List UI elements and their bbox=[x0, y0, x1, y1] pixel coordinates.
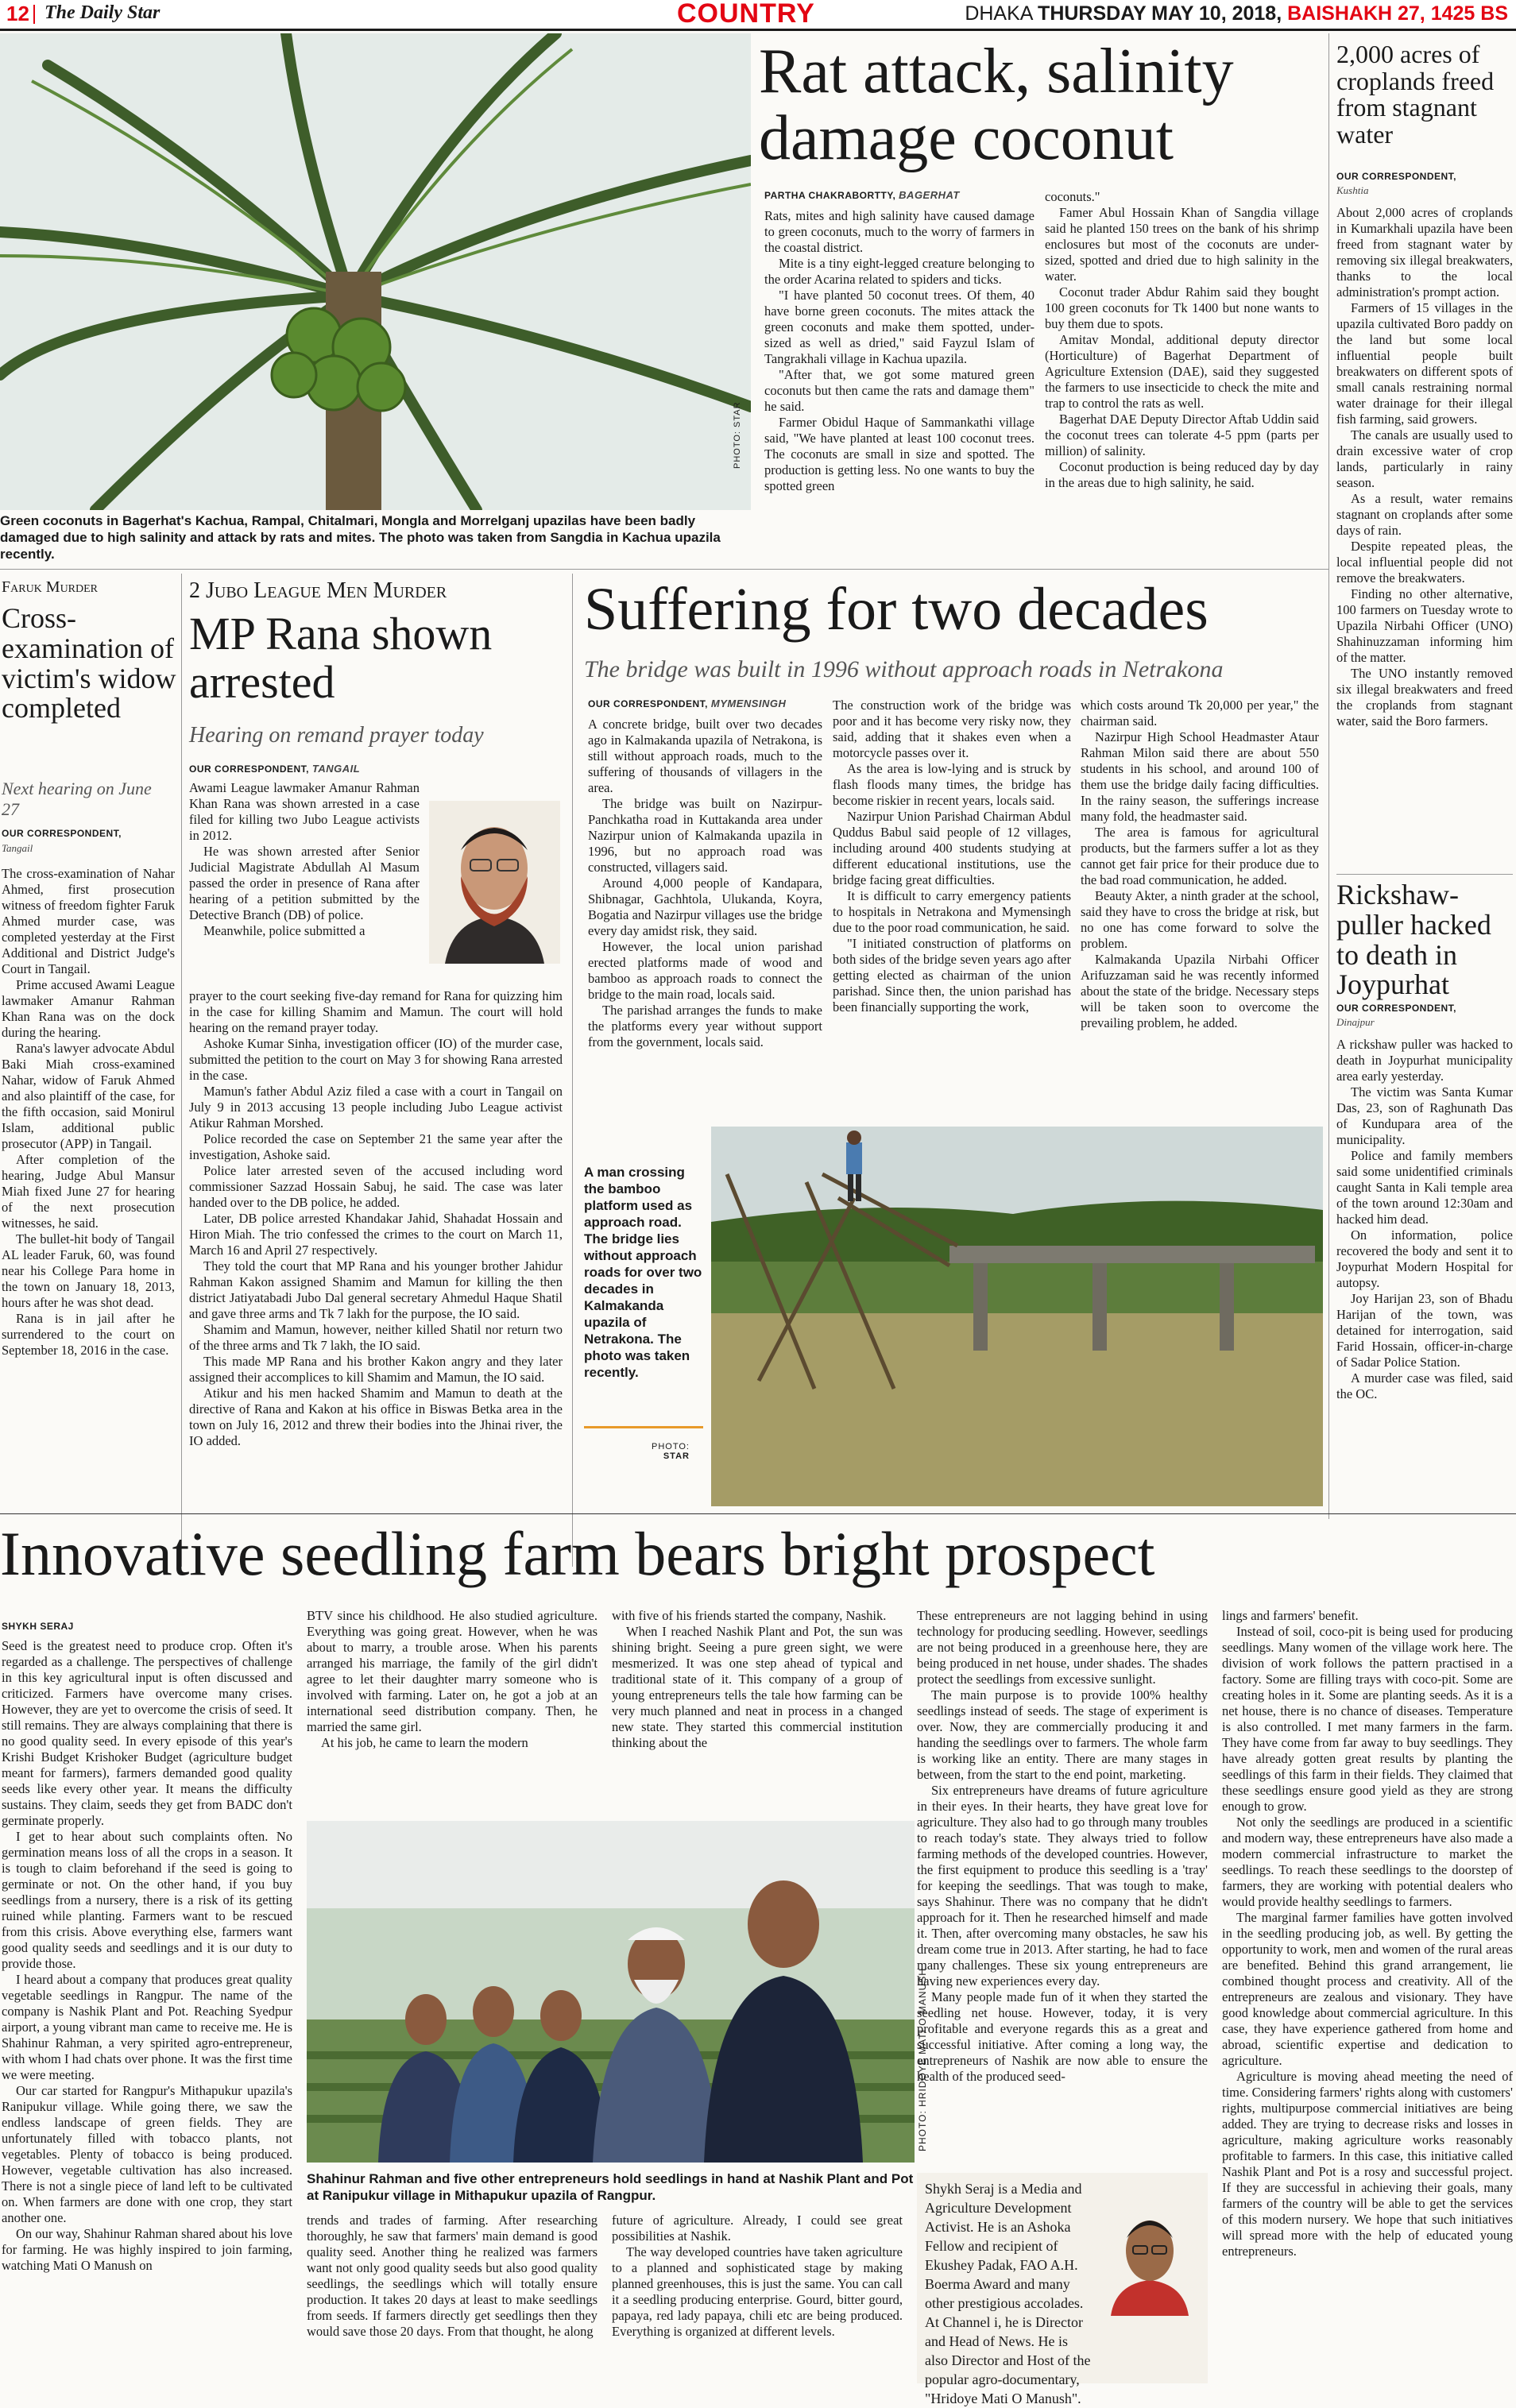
seedling-photo-credit: PHOTO: HRIDOYE MATI O MANUSH bbox=[917, 1968, 928, 2151]
bridge-paragraph: A concrete bridge, built over two decades ago in Kalmakanda upazila of Netrakona, is still without approach roads, much to the suffering of thousands of villagers in the area. bbox=[588, 717, 822, 795]
faruk-deck: Next hearing on June 27 bbox=[2, 779, 152, 819]
croplands-dateline: Kushtia bbox=[1336, 184, 1369, 196]
croplands-paragraph: Despite repeated pleas, the local influential people did not remove the breakwaters. bbox=[1336, 539, 1513, 586]
page-number: 12 bbox=[6, 2, 29, 25]
rickshaw-dateline: Dinajpur bbox=[1336, 1016, 1375, 1028]
seedling-paragraph: These entrepreneurs are not lagging behind in using technology for producing seedling. However, seedlings are not being produced in a greenhouse here, they are being produced in net house, under shades. The shades protect the seedlings from excessive sunlight. bbox=[917, 1608, 1208, 1687]
bridge-deck: The bridge was built in 1996 without approach roads in Netrakona bbox=[584, 656, 1224, 682]
rickshaw-paragraph: A rickshaw puller was hacked to death in Joypurhat municipality area early yesterday. bbox=[1336, 1037, 1513, 1084]
rickshaw-paragraph: On information, police recovered the body and sent it to Joypurhat Modern Hospital for autopsy. bbox=[1336, 1227, 1513, 1290]
seedling-paragraph: Not only the seedlings are produced in a scientific and modern way, these entrepreneurs have also made a modern commercial infrastructure to market the seedlings. To reach these seedlings to the doorstep of farmers, they are working with potential dealers who would provide healthy seedlings to farmers. bbox=[1222, 1815, 1513, 1909]
seedling-paragraph: future of agriculture. Already, I could see great possibilities at Nashik. bbox=[612, 2213, 903, 2244]
rana-paragraph: Awami League lawmaker Amanur Rahman Khan Rana was shown arrested in a case filed for killing two Jubo League activists in 2012. bbox=[189, 780, 420, 843]
bridge-photo-caption: A man crossing the bamboo platform used as approach road. The bridge lies without approach roads for over two decades in Kalmakanda upazila of Netrakona. The photo was taken recently. bbox=[584, 1165, 702, 1380]
coconut-byline bbox=[764, 189, 960, 201]
caption-rule bbox=[584, 1426, 703, 1428]
bridge-headline: Suffering for two decades bbox=[584, 576, 1209, 643]
section-divider bbox=[0, 1513, 1516, 1514]
rana-byline-name: OUR CORRESPONDENT, bbox=[189, 763, 310, 775]
bridge-paragraph: Nazirpur Union Parishad Chairman Abdul Quddus Babul said people of 12 villages, including around 400 students studying at different educational institutions, use the bridge facing great difficulties. bbox=[833, 809, 1071, 887]
coconut-paragraph: Bagerhat DAE Deputy Director Aftab Uddin said the coconut trees can tolerate 4-5 ppm (parts per million) of salinity. bbox=[1045, 412, 1319, 458]
seedling-paragraph: I heard about a company that produces great quality vegetable seedlings in Rangpur. The name of the company is Nashik Plant and Pot. Reaching Syedpur airport, a young vibrant man came to receive me. He is Shahinur Rahman, a very spirited agro-entrepreneur, with whom I had chats over phone. It was the first time we were meeting. bbox=[2, 1972, 292, 2082]
seedling-byline: SHYKH SERAJ bbox=[2, 1621, 74, 1632]
seedling-col-3-top bbox=[612, 1608, 903, 1818]
bridge-paragraph: The parishad arranges the funds to make the platforms every year without support from the government, locals said. bbox=[588, 1003, 822, 1049]
seedling-col-1 bbox=[2, 1638, 292, 2388]
rickshaw-paragraph: A murder case was filed, said the OC. bbox=[1336, 1370, 1513, 1401]
coconut-paragraph: Coconut production is being reduced day by day in the areas due to high salinity, he said. bbox=[1045, 459, 1319, 490]
croplands-paragraph: The UNO instantly removed six illegal breakwaters and freed the croplands from stagnant water, said the Boro farmers. bbox=[1336, 666, 1513, 729]
bridge-paragraph: It is difficult to carry emergency patients to hospitals in Netrakona and Mymensingh due to the poor road communication, he said. bbox=[833, 888, 1071, 935]
entrepreneurs-illustration bbox=[307, 1821, 915, 2163]
faruk-kicker: Faruk Murder bbox=[2, 578, 99, 596]
bridge-photo bbox=[711, 1127, 1323, 1506]
rana-paragraph: Police later arrested seven of the accused including word commissioner Sazzad Hossain Sabuj, he said. The case was later handed over to the DB police, he added. bbox=[189, 1163, 563, 1210]
coconut-byline-name: PARTHA CHAKRABORTTY, bbox=[764, 190, 896, 201]
section-title: COUNTRY bbox=[677, 0, 815, 29]
bridge-paragraph: Nazirpur High School Headmaster Ataur Rahman Milon said there are about 550 students in his school, and around 100 of them use the bridge daily facing difficulties. In the rainy season, the sufferings increase many fold, the headmaster said. bbox=[1081, 729, 1319, 824]
rana-body bbox=[189, 988, 563, 1568]
seedling-col-4 bbox=[917, 1608, 1208, 2164]
seedling-col-5 bbox=[1222, 1608, 1513, 2388]
coconut-paragraph: Coconut trader Abdur Rahim said they bought 100 green coconuts for Tk 1400 but none wants to buy them due to spots. bbox=[1045, 284, 1319, 331]
croplands-headline: 2,000 acres of croplands freed from stagnant water bbox=[1336, 40, 1495, 149]
seedling-paragraph: On our way, Shahinur Rahman shared about his love for farming. He was highly inspired to join farming, watching Mati O Manush on bbox=[2, 2226, 292, 2273]
dateline-city: DHAKA bbox=[965, 2, 1033, 25]
bridge-col-3 bbox=[1081, 698, 1319, 1130]
author-bio-text: Shykh Seraj is a Media and Agriculture Development Activist. He is an Ashoka Fellow and recipient of Ekushey Padak, FAO A.H. Boerma Award and many other prestigious accolades. At Channel i, he is Director and Head of News. He is also Director and Host of the popular agro-documentary, "Hridoye Mati O Manush". bbox=[925, 2181, 1091, 2406]
rana-dateline: TANGAIL bbox=[311, 763, 361, 775]
rana-kicker: 2 Jubo League Men Murder bbox=[189, 578, 447, 603]
rana-paragraph: He was shown arrested after Senior Judicial Magistrate Abdullah Al Masum passed the order in presence of Rana after hearing of a petition submitted by the Detective Branch (DB) of police. bbox=[189, 844, 420, 922]
coconut-paragraph: coconuts." bbox=[1045, 189, 1100, 204]
seedling-paragraph: Six entrepreneurs have dreams of future agriculture in their eyes. In their hearts, they have great love for agriculture. They also had to go through many troubles to reach today's state. They always tried to follow farming methods of the developed countries. However, the first equipment to produce this seedling is a 'tray' for keeping the seedlings. That was tough to make, says Shahinur. There was no company that he didn't approach for it. Then he researched himself and made it. Then, after overcoming many obstacles, he saw his dream come true in 2013. After starting, he had to face many challenges. These six young entrepreneurs are having new experiences every day. bbox=[917, 1783, 1208, 1989]
rana-paragraph: Later, DB police arrested Khandakar Jahid, Shahadat Hossain and Hiron Miah. The trio confessed the crimes to the court on March 11, March 16 and April 27 respectively. bbox=[189, 1211, 563, 1258]
coconut-col-1 bbox=[764, 208, 1035, 558]
bridge-photo-credit bbox=[652, 1442, 690, 1461]
page-dateline bbox=[965, 2, 1508, 25]
bridge-dateline: MYMENSINGH bbox=[710, 698, 787, 709]
section-divider bbox=[0, 569, 1328, 570]
rickshaw-byline: OUR CORRESPONDENT, bbox=[1336, 1003, 1457, 1014]
column-rule bbox=[572, 574, 573, 1567]
dateline-date: THURSDAY MAY 10, 2018, bbox=[1038, 2, 1282, 25]
croplands-byline: OUR CORRESPONDENT, bbox=[1336, 171, 1457, 182]
rana-portrait-illustration bbox=[429, 801, 560, 964]
bridge-photo-credit-name: STAR bbox=[663, 1451, 690, 1461]
rickshaw-paragraph: Joy Harijan 23, son of Bhadu Harijan of the town, was detained for interrogation, said Farid Hossain, officer-in-charge of Sadar Police Station. bbox=[1336, 1291, 1513, 1370]
rana-paragraph: Police recorded the case on September 21 the same year after the investigation, Ashoke said. bbox=[189, 1131, 563, 1162]
bridge-paragraph: The bridge was built on Nazirpur-Panchkatha road in Kuttakanda area under Nazirpur union of Kalmakanda upazila in 1996, but no approach road was constructed, villagers said. bbox=[588, 796, 822, 875]
seedling-paragraph: with five of his friends started the company, Nashik. bbox=[612, 1608, 887, 1623]
faruk-paragraph: Rana is in jail after he surrendered to the court on September 18, 2016 in the case. bbox=[2, 1311, 175, 1358]
bridge-col-2 bbox=[833, 698, 1071, 1130]
coconut-paragraph: "I have planted 50 coconut trees. Of them, 40 have borne green coconuts. The mites attack the green coconuts and make them spotted, under-sized as well as dried," said Fayzul Islam of Tangrakhali village in Kachua upazila. bbox=[764, 288, 1035, 366]
bridge-paragraph: Beauty Akter, a ninth grader at the school, said they have to cross the bridge at risk, but no one has come forward to solve the problem. bbox=[1081, 888, 1319, 951]
bridge-paragraph: Kalmakanda Upazila Nirbahi Officer Arifuzzaman said he was recently informed about the state of the bridge. Necessary steps will be taken soon to overcome the prevailing problem, he added. bbox=[1081, 952, 1319, 1030]
rana-paragraph: This made MP Rana and his brother Kakon angry and they later assigned their accomplices to kill Shamim and Mamun, the IO said. bbox=[189, 1354, 563, 1385]
seedling-paragraph: The marginal farmer families have gotten involved in the seedling producing job, as well. By getting the opportunity to work, men and women of the rural areas are benefited. Behind this grand arrangement, lie combined thought process and creativity. All of the entrepreneurs are zealous and visionary. They have good knowledge about commercial agriculture. In this case, they have experience gathered from home and abroad, scientific expertise and dedication to agriculture. bbox=[1222, 1910, 1513, 2068]
dateline-bengali-date: BAISHAKH 27, 1425 BS bbox=[1287, 2, 1508, 25]
croplands-paragraph: About 2,000 acres of croplands in Kumarkhali upazila have been freed from stagnant water by removing six illegal breakwaters, thanks to the local administration's prompt action. bbox=[1336, 205, 1513, 300]
rana-paragraph: Shamim and Mamun, however, neither killed Shatil nor return two of the three arms and Tk 7 lakh, the IO said. bbox=[189, 1322, 563, 1353]
faruk-headline: Cross-examination of victim's widow completed bbox=[2, 602, 176, 725]
column-rule bbox=[181, 574, 182, 1567]
coconut-paragraph: "After that, we got some matured green coconuts but then came the rats and damage them" he said. bbox=[764, 367, 1035, 414]
bridge-photo-credit-label: PHOTO: bbox=[652, 1442, 690, 1451]
page-number-divider bbox=[33, 5, 35, 24]
faruk-paragraph: The bullet-hit body of Tangail AL leader Faruk, 60, was found near his College Para home in the town on January 18, 2013, hours after he was shot dead. bbox=[2, 1231, 175, 1310]
seedling-paragraph: I get to hear about such complaints often. No germination means loss of all the crops in a season. It is tough to claim beforehand if the seed is going to germinate or not. On the other hand, if you buy seedlings from a nursery, there is a risk of its getting ruined while planting. Farmers want to be rescued from this crisis. Above everything else, farmers want good quality seeds and seedlings and it is our duty to provide those. bbox=[2, 1829, 292, 1971]
bridge-paragraph: The area is famous for agricultural products, but the farmers suffer a lot as they cannot get fair price for their produce due to the bad road communication, he added. bbox=[1081, 825, 1319, 887]
seedling-paragraph: Instead of soil, coco-pit is being used for producing seedlings. Many women of the village work here. The division of work follows the pattern practised in a factory. Some are filling trays with coco-pit. Some are creating holes in it. Some are planting seeds. As it is a net house, there is no chance of diseases. Temperature is also controlled. I met many farmers in the farm. They have come from far away to buy seedlings. They have already gotten great results by planting the seedlings of this farm in their fields. They claimed that these seedlings ensure good yield as they are strong enough to grow. bbox=[1222, 1624, 1513, 1814]
coconut-tree-illustration bbox=[0, 33, 751, 510]
rickshaw-paragraph: Police and family members said some unidentified criminals caught Santa in Kali temple area of the town around 12:30am and hacked him dead. bbox=[1336, 1148, 1513, 1227]
faruk-paragraph: After completion of the hearing, Judge Abul Mansur Miah fixed June 27 for hearing of the next prosecution witnesses, he said. bbox=[2, 1152, 175, 1231]
seedling-paragraph: trends and trades of farming. After researching thoroughly, he saw that farmers' main demand is good quality seed. Another thing he realized was farmers want not only good quality seeds but also good quality seedlings, the seedlings which will totally ensure production. It takes 20 days at least to make seedlings from seeds. If farmers directly get seedlings then they would save those 20 days. From that thought, he along bbox=[307, 2213, 598, 2339]
coconut-headline: Rat attack, salinity damage coconut bbox=[759, 37, 1234, 173]
bridge-paragraph: However, the local union parishad erected platforms made of wood and bamboo as approach roads to connect the bridge to the main road, locals said. bbox=[588, 939, 822, 1002]
rana-paragraph: Meanwhile, police submitted a bbox=[203, 923, 365, 938]
seedling-photo-caption: Shahinur Rahman and five other entrepreneurs hold seedlings in hand at Nashik Plant and Pot at Ranipukur village in Mithapukur upazila of Rangpur. bbox=[307, 2171, 914, 2203]
rana-paragraph: Mamun's father Abdul Aziz filed a case with a court in Tangail on July 9 in 2013 accusing 13 people including Jubo League activist Atikur Rahman Morshed. bbox=[189, 1084, 563, 1131]
seedling-paragraph: Agriculture is moving ahead meeting the need of time. Considering farmers' rights along with customers' rights, multipurpose commercial initiatives are being added. They are trying to decrease risks and losses in agriculture, making agriculture works reasonably profitable to farmers. In this case, this initiative called Nashik Plant and Pot is a rosy and successful project. If they are successful in achieving their goals, many farmers of the country will be able to get the services of this modern nursery. We hope that such initiatives will spread more with the help of educated young entrepreneurs. bbox=[1222, 2069, 1513, 2259]
rana-headline: MP Rana shown arrested bbox=[189, 608, 493, 708]
coconut-paragraph: Amitav Mondal, additional deputy director (Horticulture) of Bagerhat Department of Agriculture Extension (DAE), said they suggested the farmers to use insecticide to check the mite and trap to control the rats as well. bbox=[1045, 332, 1319, 411]
bridge-paragraph: The construction work of the bridge was poor and it has become very risky now, they said, adding that it shakes even when a motorcycle passes over it. bbox=[833, 698, 1071, 760]
seedling-paragraph: Many people made fun of it when they started the seedling net house. However, today, it is very profitable and everyone regards this as a great and successful initiative. After coming a long way, the entrepreneurs of Nashik are now able to ensure the health of the produced seed- bbox=[917, 1989, 1208, 2084]
rana-paragraph: Ashoke Kumar Sinha, investigation officer (IO) of the murder case, submitted the petition to the court on May 3 for showing Rana arrested in the case. bbox=[189, 1036, 563, 1083]
bridge-illustration bbox=[711, 1127, 1323, 1506]
seedling-col-3-bottom bbox=[612, 2213, 903, 2388]
rickshaw-paragraph: The victim was Santa Kumar Das, 23, son of Raghunath Das of Kundupara area of the municipality. bbox=[1336, 1084, 1513, 1147]
author-portrait bbox=[1103, 2205, 1197, 2316]
seedling-photo bbox=[307, 1821, 915, 2163]
rana-intro bbox=[189, 780, 420, 988]
rana-deck: Hearing on remand prayer today bbox=[189, 723, 484, 748]
croplands-paragraph: Farmers of 15 villages in the upazila cultivated Boro paddy on the land but some local influential people built breakwaters on different spots of small canals restraining normal water drainage for their illegal fish farming, said growers. bbox=[1336, 300, 1513, 427]
rana-paragraph: They told the court that MP Rana and his younger brother Jahidur Rahman Kakon assigned Shamim and Mamun for killing the then district Jatiyatabadi Jubo Dal general secretary Ahmedul Haque Shatil and gave three arms and Tk 7 lakh for the purpose, the IO said. bbox=[189, 1258, 563, 1321]
coconut-paragraph: Famer Abul Hossain Khan of Sangdia village said he planted 150 trees on the bank of his shrimp enclosures but most of the coconuts are under-sized, spotted and dried due to high salinity in the water. bbox=[1045, 205, 1319, 284]
croplands-paragraph: As a result, water remains stagnant on croplands after some days of rain. bbox=[1336, 491, 1513, 538]
rickshaw-headline: Rickshaw-puller hacked to death in Joypurhat bbox=[1336, 879, 1491, 1001]
faruk-paragraph: Prime accused Awami League lawmaker Amanur Rahman Khan Rana was on the dock during the hearing. bbox=[2, 977, 175, 1040]
author-bio-box bbox=[917, 2173, 1208, 2406]
bridge-paragraph: As the area is low-lying and is struck by flash floods many times, the bridge has become riskier in recent years, locals said. bbox=[833, 761, 1071, 808]
seedling-paragraph: Seed is the greatest need to produce crop. Often it's regarded as a challenge. The perspectives of challenge in this key agricultural input is often discussed and criticized. Farmers have overcome many crises. However, they are yet to overcome the crisis of seed. It still remains. They are always complaining that there is no good quality seed. In every episode of this year's Krishi Budget Krishoker Budget (agriculture budget meant for farmers), farmers demanded good quality seeds like every other year. It means the difficulty sustains. They claim, seeds they get from BADC don't germinate properly. bbox=[2, 1638, 292, 1828]
seedling-paragraph: lings and farmers' benefit. bbox=[1222, 1608, 1359, 1623]
rana-byline bbox=[189, 763, 360, 775]
seedling-headline: Innovative seedling farm bears bright prospect bbox=[0, 1519, 1155, 1588]
rana-paragraph: prayer to the court seeking five-day remand for Rana for quizzing him in the case for killing Shamim and Mamun. The court will hold hearing on the remand prayer today. bbox=[189, 988, 563, 1035]
seedling-paragraph: Our car started for Rangpur's Mithapukur upazila's Ranipukur village. While going there, we saw the endless landscape of green fields. They are unfortunately filled with tobacco plants, not vegetables. Plenty of tobacco is being produced. However, vegetable cultivation has also increased. There is not a single piece of land left to be cultivated on. When farmers are done with one crop, they start another one. bbox=[2, 2083, 292, 2225]
faruk-paragraph: The cross-examination of Nahar Ahmed, first prosecution witness of freedom fighter Faruk Ahmed murder case, was completed yesterday at the First Additional and District Judge's Court in Tangail. bbox=[2, 866, 175, 976]
bridge-paragraph: "I initiated construction of platforms on both sides of the bridge seven years ago after getting elected as chairman of the union parishad. Since then, the union parishad has been financially supporting the work, bbox=[833, 936, 1071, 1015]
bridge-col-1 bbox=[588, 717, 822, 1130]
rana-paragraph: Atikur and his men hacked Shamim and Mamun to death at the directive of Rana and Kakon at his office in Biswas Betka area in the town on July 16, 2012 and threw their bodies into the Jhinai river, the IO added. bbox=[189, 1386, 563, 1448]
bridge-byline-name: OUR CORRESPONDENT, bbox=[588, 698, 709, 709]
story-divider bbox=[1336, 874, 1513, 875]
seedling-paragraph: The main purpose is to provide 100% healthy seedlings instead of seeds. The stage of experiment is over. Now, they are commercially producing it and handing the seedlings over to farmers. The whole farm is working like an entity. There are many stages in between, from the start to the end point, marketing. bbox=[917, 1687, 1208, 1782]
coconut-paragraph: Farmer Obidul Haque of Sammankathi village said, "We have planted at least 100 coconut trees. The coconuts are small in size and spotted. The production is getting less. No one wants to buy the spotted green bbox=[764, 415, 1035, 493]
seedling-col-2-bottom bbox=[307, 2213, 598, 2388]
bridge-paragraph: which costs around Tk 20,000 per year," the chairman said. bbox=[1081, 698, 1319, 729]
faruk-dateline: Tangail bbox=[2, 842, 33, 854]
bridge-paragraph: Around 4,000 people of Kandapara, Shibnagar, Gachhtola, Ulukanda, Koyra, Bogatia and Nazirpur villages use the bridge every day amidst risk, they said. bbox=[588, 875, 822, 938]
coconut-photo bbox=[0, 33, 751, 510]
seedling-paragraph: When I reached Nashik Plant and Pot, the sun was shining bright. Seeing a pure green sight, we were mesmerized. It was one step ahead of typical and traditional state of it. This company of a group of young entrepreneurs tells the tale how farming can be very much planned and neat in process in a changed new state. They started this commercial institution thinking about the bbox=[612, 1624, 903, 1750]
faruk-body bbox=[2, 866, 175, 1565]
coconut-paragraph: Rats, mites and high salinity have caused damage to green coconuts, much to the worry of farmers in the coastal district. bbox=[764, 208, 1035, 255]
croplands-paragraph: The canals are usually used to drain excessive water of crop lands, particularly in rainy season. bbox=[1336, 427, 1513, 490]
croplands-body bbox=[1336, 205, 1513, 868]
coconut-photo-credit: PHOTO: STAR bbox=[733, 401, 742, 469]
rickshaw-body bbox=[1336, 1037, 1513, 1561]
author-portrait-illustration bbox=[1103, 2205, 1197, 2316]
paper-name: The Daily Star bbox=[44, 2, 160, 23]
seedling-paragraph: BTV since his childhood. He also studied agriculture. Everything was going great. However, when he was about to marry, a trouble arose. When his parents arranged his marriage, the family of the girl didn't agree to let their daughter marry someone who is involved with farming. Later on, he got a job at an international seed distribution company. Then, he married the same girl. bbox=[307, 1608, 598, 1734]
bridge-byline bbox=[588, 698, 786, 709]
column-rule bbox=[1328, 33, 1329, 1519]
faruk-byline: OUR CORRESPONDENT, bbox=[2, 828, 122, 839]
coconut-photo-caption: Green coconuts in Bagerhat's Kachua, Rampal, Chitalmari, Mongla and Morrelganj upazilas have been badly damaged due to high salinity and attack by rats and mites. The photo was taken from Sangdia in Kachua upazila recently. bbox=[0, 513, 721, 562]
masthead bbox=[0, 0, 1516, 31]
croplands-paragraph: Finding no other alternative, 100 farmers on Tuesday wrote to Upazila Nirbahi Officer (UNO) Shahinuzzaman informing him of the matter. bbox=[1336, 586, 1513, 665]
coconut-paragraph: Mite is a tiny eight-legged creature belonging to the order Acarina related to spiders and ticks. bbox=[764, 256, 1035, 287]
coconut-col-2 bbox=[1045, 189, 1319, 558]
faruk-paragraph: Rana's lawyer advocate Abdul Baki Miah cross-examined Nahar, widow of Faruk Ahmed and also plaintiff of the case, for the fifth occasion, said Monirul Islam, additional public prosecutor (APP) in Tangail. bbox=[2, 1041, 175, 1151]
coconut-dateline: BAGERHAT bbox=[899, 189, 960, 201]
rana-portrait bbox=[429, 801, 560, 964]
seedling-col-2-top bbox=[307, 1608, 598, 1818]
seedling-paragraph: The way developed countries have taken agriculture to a planned and sophisticated stage by making planned greenhouses, this is just the same. You can call it a seedling producing enterprise. Gourd, bitter gourd, papaya, red lady papaya, chili etc are being produced. Everything is organized at different levels. bbox=[612, 2244, 903, 2339]
seedling-paragraph: At his job, he came to learn the modern bbox=[321, 1735, 528, 1750]
